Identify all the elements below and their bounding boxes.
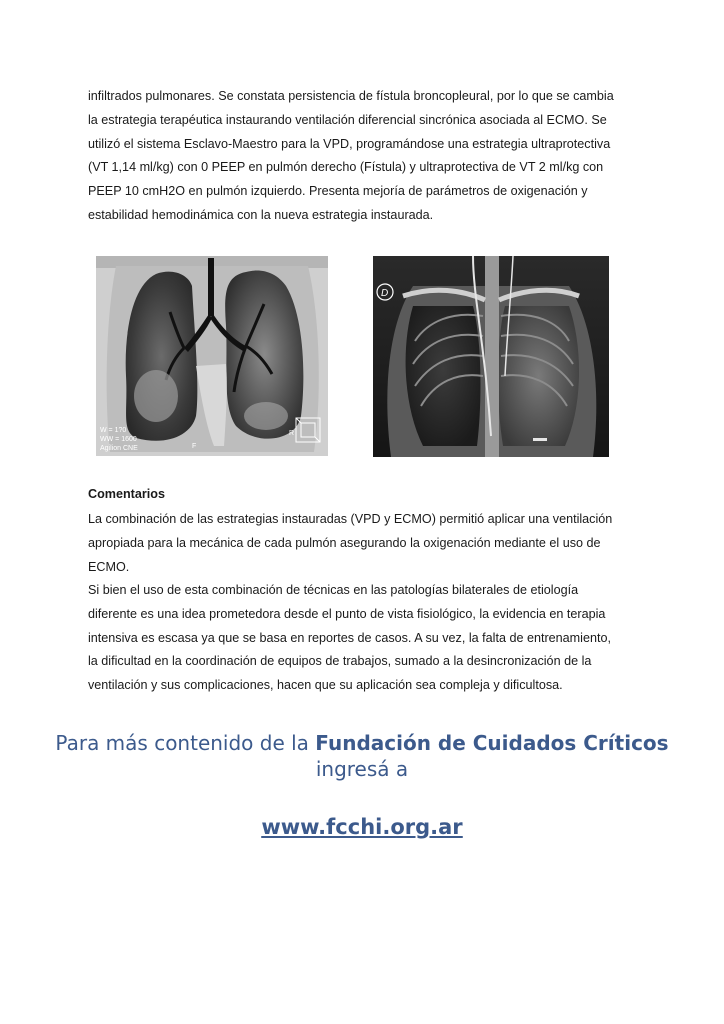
section-heading: Comentarios	[88, 487, 165, 501]
promo-line-1	[0, 730, 724, 756]
comments-paragraph-2	[88, 579, 636, 698]
comment-line: ECMO.	[88, 559, 130, 574]
intro-line: infiltrados pulmonares. Se constata persistencia de fístula broncopleural, por lo que se cambia	[88, 89, 614, 103]
comment-line: diferente es una idea prometedora desde el punto de vista fisiológico, la evidencia en terapia	[88, 606, 606, 621]
intro-line: estabilidad hemodinámica con la nueva estrategia instaurada.	[88, 207, 434, 222]
intro-paragraph	[88, 85, 648, 228]
ct-scan-illustration	[96, 256, 328, 456]
ct-scan-image	[96, 256, 328, 456]
foundation-name: Fundación de Cuidados Críticos	[315, 731, 669, 755]
comment-line: intensiva es escasa ya que se basa en reportes de casos. A su vez, la falta de entrenamiento,	[88, 630, 611, 645]
ct-overlay-line: WW = 1600	[100, 436, 137, 443]
comment-line: La combinación de las estrategias instauradas (VPD y ECMO) permitió aplicar una ventilación	[88, 512, 613, 526]
comment-line: ventilación y sus complicaciones, hacen que su aplicación sea compleja y dificultosa.	[88, 678, 563, 693]
intro-line: PEEP 10 cmH2O en pulmón izquierdo. Presenta mejoría de parámetros de oxigenación y	[88, 184, 588, 199]
promo-prefix: Para más contenido de la	[55, 731, 316, 755]
comments-paragraph-1	[88, 508, 636, 579]
comment-line: Si bien el uso de esta combinación de técnicas en las patologías bilaterales de etiología	[88, 583, 579, 597]
promo-url-line	[0, 815, 724, 839]
promo-line-2: ingresá a	[315, 757, 409, 781]
ct-side-label: F	[192, 443, 197, 450]
comment-line: apropiada para la mecánica de cada pulmón asegurando la oxigenación mediante el uso de	[88, 535, 601, 550]
intro-line: (VT 1,14 ml/kg) con 0 PEEP en pulmón derecho (Fístula) y ultraprotectiva de VT 2 ml/kg con	[88, 160, 604, 175]
website-link[interactable]: www.fcchi.org.ar	[261, 815, 463, 839]
ct-overlay-line: Agilion CNE	[100, 445, 138, 452]
ct-corner-label: R	[289, 430, 295, 437]
chest-xray-image	[373, 256, 609, 457]
chest-xray-illustration	[373, 256, 609, 457]
intro-line: utilizó el sistema Esclavo-Maestro para la VPD, programándose una estrategia ultraprotectiva	[88, 136, 611, 151]
xray-marker-label: D	[381, 288, 389, 299]
comment-line: la dificultad en la coordinación de equipos de trabajos, sumado a la desincronización de la	[88, 654, 592, 669]
ct-overlay-line: W = 1?0	[100, 427, 127, 434]
intro-line: la estrategia terapéutica instaurando ventilación diferencial sincrónica asociada al ECMO. Se	[88, 112, 607, 127]
